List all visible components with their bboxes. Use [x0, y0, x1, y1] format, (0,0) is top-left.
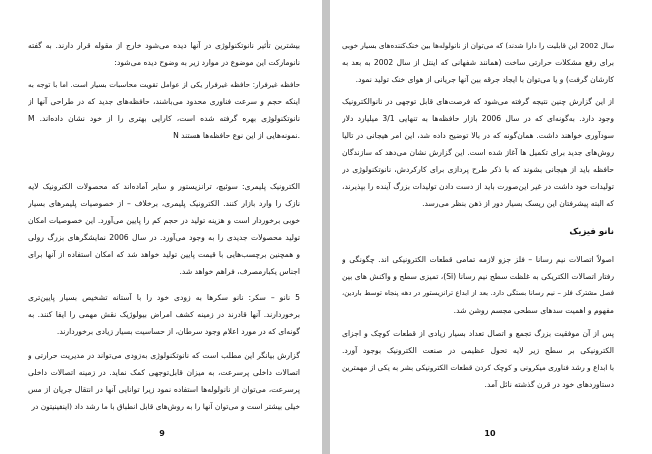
- text-line: فصل مشترک فلز – نیم رسانا بستگی دارد. بعد از ابداع ترانزیستور در دهه پنجاه توسط باردین،: [342, 289, 614, 297]
- text-line: خوبی برخوردار است و هزینه تولید در حجم کم را پایین می‌آورد. این خصوصیات امکان: [28, 216, 300, 225]
- text-line: برای رفع مشکلات حرارتی ساخت (همانند شفهانی که اینتل از سال 2002 به بعد به: [342, 58, 614, 67]
- paragraph: [28, 178, 300, 280]
- page-number: 10: [484, 429, 496, 438]
- text-line: و همچنین برچسب‌هایی با قیمت پایین تولید خواهد شد که امکان استفاده از آنها برای: [28, 250, 300, 259]
- text-line: نازک را وارد بازار کنند. الکترونیک پلیمری، برخلاف – از خصوصیات پلیمرهای بسیار: [28, 199, 300, 208]
- text-line: نانومارکت این موضوع در موارد زیر به وضوح دیده می‌شود:: [114, 58, 300, 67]
- paragraph: [342, 325, 614, 393]
- text-line: گونه‌ای که در مورد اعلام وجود سرطان، از حساسیت بسیار زیادی برخوردارند.: [56, 327, 300, 336]
- section-heading: نانو فیزیک: [569, 227, 614, 237]
- text-line: کارشان گرفت) و یا می‌توان با ایجاد جرقه بین آنها جریانی از هوای خنک تولید نمود.: [355, 75, 614, 84]
- text-line: با ابداع و رشد فناوری میکرونی و کوچک کردن قطعات الکترونیکی بشر به یکی از مهمترین: [342, 363, 614, 372]
- text-line: سودآوری خواهند داشت. همان‌گونه که در بالا توضیح داده شد، این امر هیجانی در تالیا: [342, 131, 614, 140]
- page-left: [0, 0, 322, 454]
- text-line: اصولاً اتصالات نیم رسانا – فلز جزو لازمه تمامی قطعات الکترونیکی اند. چگونگی و: [342, 255, 614, 264]
- paragraph: [342, 37, 614, 88]
- text-line: اینکه حجم و سرعت فناوری محدود می‌باشند، حافظه‌های جدید که در طراحی آنها از: [28, 97, 300, 106]
- text-line: الکترونیک پلیمری: سوئیچ، ترانزیستور و سایر آماده‌اند که محصولات الکترونیک لایه: [28, 182, 300, 191]
- text-line: 5 نانو – سکر: نانو سکرها به زودی خود را با آستانه تشخیص بسیار پایین‌تری: [28, 293, 300, 302]
- text-line: حافظه باید از هیجانی بشوند که با ذکر طرح پردازی برای کارکردش، نانوتکنولوژی در: [342, 165, 614, 174]
- text-line: سال 2002 این قابلیت را دارا شدند) که می‌توان از نانولوله‌ها بین خنک‌کننده‌های بسیار خوبی: [342, 41, 614, 50]
- text-line: الکترونیکی بر سطح زیر لایه تحول عظیمی در صنعت الکترونیک بوجود آورد.: [342, 346, 614, 355]
- page-number: 9: [159, 429, 165, 438]
- page-right: [330, 0, 652, 454]
- text-line: دستاوردهای خود در قرن گذشته نائل آمد.: [484, 380, 614, 389]
- text-line: روش‌های جدید برای تکمیل ها آغاز شده است. این گزارش نشان می‌دهد که سازندگان: [342, 148, 614, 157]
- text-line: بیشترین تأثیر نانوتکنولوژی در آنها دیده می‌شود خارج از مقوله قرار دارند. به گفته: [28, 41, 300, 50]
- text-line: گزارش بیانگر این مطلب است که نانوتکنولوژی به‌زودی می‌تواند در مدیریت حرارتی و: [28, 351, 300, 360]
- text-line: رفتار اتصالات الکتریکی به غلظت سطح نیم رسانا (Si)، تمیزی سطح و واکنش های بین: [342, 272, 614, 281]
- text-line: حافظه غیرفرار: حافظه غیرفرار یکی از عوامل تقویت محاسبات بسیار است. اما با توجه به: [28, 80, 300, 89]
- text-line: خیلی بیشتر است و می‌توان آنها را به روش‌های قابل انطباق با ما رشد داد (اینفینیتون در: [31, 402, 300, 411]
- text-line: تولید محصولات جدیدی را به وجود می‌آورد. در سال 2006 نمایشگرهای بزرگ رولی: [28, 233, 300, 242]
- text-line: وجود دارد. به‌گونه‌ای که در سال 2006 بازار حافظه‌ها به تنهایی 3/1 میلیارد دلار: [342, 114, 614, 123]
- text-line: تولیدات خود داشت در غیر این‌صورت باید از دست دادن تولیدات بزرگ آینده را بپذیرند،: [342, 182, 614, 191]
- text-line: از این گزارش چنین نتیجه گرفته می‌شود که فرصت‌های قابل توجهی در نانوالکترونیک: [342, 97, 614, 106]
- text-line: برخوردارند. آنها قادرند در زمینه کشف امراض بیولوژیک نقش مهمی را ایفا کنند. به: [28, 310, 300, 319]
- text-line: پرسرعت، می‌توان از نانولوله‌ها استفاده نمود زیرا توانایی آنها در انتقال جریان از مس: [28, 385, 300, 394]
- text-line: نانوتکنولوژی بهره گرفته شده است، کارایی بهتری را از خود نشان داده‌اند. M: [28, 114, 300, 123]
- text-line: N نمونه‌هایی از این نوع حافظه‌ها هستند.: [173, 131, 300, 140]
- paragraph: [28, 289, 300, 340]
- text-line: اجناس یکبارمصرف، فراهم خواهد شد.: [179, 267, 300, 276]
- text-line: مفهوم و اهمیت سدهای سطحی مجسم روشن شد.: [453, 306, 614, 315]
- paragraph: [28, 76, 300, 144]
- paragraph: [342, 93, 614, 212]
- paragraph: [28, 37, 300, 71]
- paragraph: [342, 251, 614, 319]
- text-line: پس از آن موفقیت بزرگ تجمع و اتصال تعداد بسیار زیادی از قطعات کوچک و اجزای: [342, 329, 614, 338]
- paragraph: [28, 347, 300, 415]
- text-line: اتصالات داخلی پرسرعت، به میزان قابل‌توجهی کمک نماید. در زمینه اتصالات داخلی: [28, 368, 300, 377]
- text-line: که البته پیشرفتان این ریسک بسیار دور از ذهن بنظر می‌رسد.: [422, 199, 614, 208]
